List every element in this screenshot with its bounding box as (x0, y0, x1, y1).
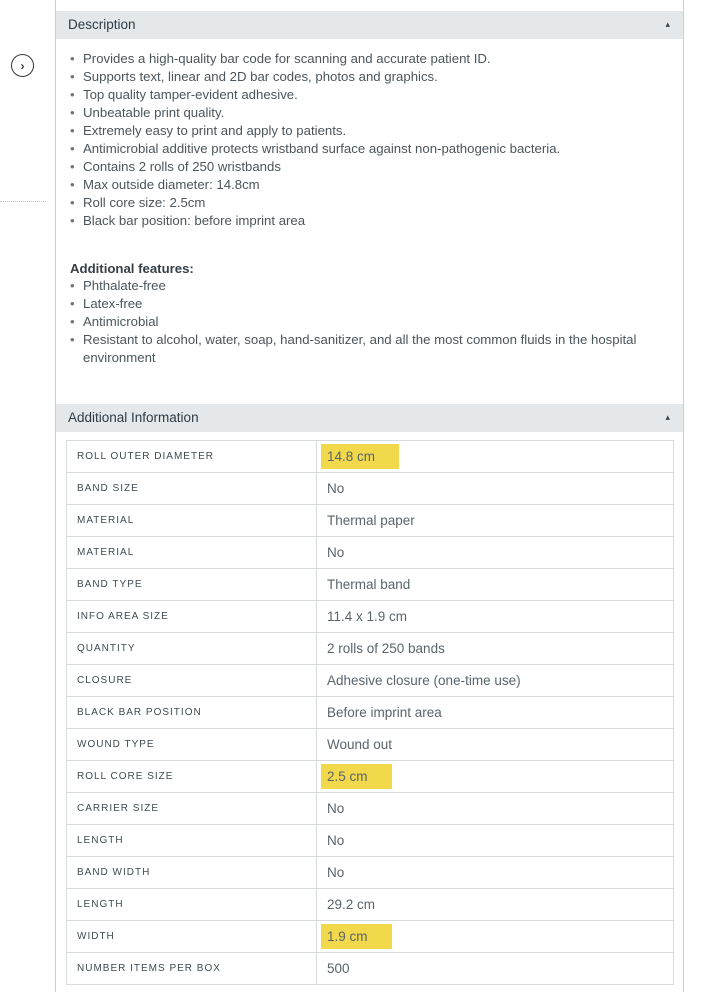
additional-information-section-header[interactable] (56, 404, 683, 432)
attribute-value: Thermal band (317, 569, 674, 601)
attribute-value (317, 761, 674, 793)
bullet-item: • Antimicrobial additive protects wristband surface against non-pathogenic bacteria. (68, 140, 669, 158)
attribute-label: WOUND TYPE (67, 729, 317, 761)
attribute-row (67, 473, 674, 505)
attribute-label: BAND WIDTH (67, 857, 317, 889)
attribute-value: No (317, 473, 674, 505)
additional-features-heading: Additional features: (70, 261, 194, 276)
bullet-item: • Black bar position: before imprint area (68, 212, 669, 230)
attribute-label: LENGTH (67, 889, 317, 921)
attribute-row (67, 633, 674, 665)
dotted-divider (0, 201, 46, 202)
description-bullet-list (68, 50, 669, 230)
bullet-item: • Resistant to alcohol, water, soap, hand-sanitizer, and all the most common fluids in the hospital environment (68, 331, 669, 367)
attribute-row (67, 729, 674, 761)
attribute-label: WIDTH (67, 921, 317, 953)
attribute-label: ROLL OUTER DIAMETER (67, 441, 317, 473)
attribute-value (317, 921, 674, 953)
attribute-label: BLACK BAR POSITION (67, 697, 317, 729)
attribute-value: No (317, 793, 674, 825)
attribute-label: CLOSURE (67, 665, 317, 697)
attribute-value: 11.4 x 1.9 cm (317, 601, 674, 633)
attribute-row (67, 665, 674, 697)
additional-information-section-title: Additional Information (68, 410, 199, 425)
bullet-item: • Extremely easy to print and apply to patients. (68, 122, 669, 140)
highlighted-value: 14.8 cm (321, 444, 399, 469)
attribute-row (67, 441, 674, 473)
bullet-item: • Latex-free (68, 295, 669, 313)
bullet-item: • Provides a high-quality bar code for scanning and accurate patient ID. (68, 50, 669, 68)
attribute-row (67, 921, 674, 953)
bullet-item: • Unbeatable print quality. (68, 104, 669, 122)
attribute-label: LENGTH (67, 825, 317, 857)
attribute-value: Before imprint area (317, 697, 674, 729)
attribute-label: CARRIER SIZE (67, 793, 317, 825)
chevron-right-icon: › (20, 58, 25, 73)
collapse-up-icon: ▴ (665, 412, 670, 422)
additional-information-table-body (67, 441, 674, 985)
attribute-value: No (317, 857, 674, 889)
attribute-label: ROLL CORE SIZE (67, 761, 317, 793)
highlighted-value: 1.9 cm (321, 924, 392, 949)
additional-information-table (66, 440, 674, 985)
bullet-item: • Antimicrobial (68, 313, 669, 331)
bullet-item: • Phthalate-free (68, 277, 669, 295)
highlighted-value: 2.5 cm (321, 764, 392, 789)
attribute-label: BAND TYPE (67, 569, 317, 601)
attribute-row (67, 857, 674, 889)
expand-panel-button[interactable] (11, 54, 34, 77)
attribute-label: QUANTITY (67, 633, 317, 665)
description-section-body (56, 39, 683, 393)
attribute-label: INFO AREA SIZE (67, 601, 317, 633)
bullet-item: • Top quality tamper-evident adhesive. (68, 86, 669, 104)
attribute-row (67, 793, 674, 825)
attribute-value: Adhesive closure (one-time use) (317, 665, 674, 697)
attribute-label: NUMBER ITEMS PER BOX (67, 953, 317, 985)
attribute-value: 2 rolls of 250 bands (317, 633, 674, 665)
attribute-row (67, 953, 674, 985)
description-section-header[interactable] (56, 11, 683, 39)
attribute-value: 500 (317, 953, 674, 985)
product-details-panel (55, 0, 684, 992)
attribute-value (317, 441, 674, 473)
additional-features-bullet-list (68, 277, 669, 367)
attribute-row (67, 889, 674, 921)
attribute-value: Wound out (317, 729, 674, 761)
attribute-row (67, 537, 674, 569)
collapse-up-icon: ▴ (665, 19, 670, 29)
bullet-item: • Contains 2 rolls of 250 wristbands (68, 158, 669, 176)
bullet-item: • Supports text, linear and 2D bar codes, photos and graphics. (68, 68, 669, 86)
attribute-label: MATERIAL (67, 537, 317, 569)
attribute-row (67, 601, 674, 633)
attribute-value: 29.2 cm (317, 889, 674, 921)
attribute-row (67, 761, 674, 793)
attribute-row (67, 697, 674, 729)
attribute-value: No (317, 825, 674, 857)
attribute-row (67, 505, 674, 537)
attribute-value: Thermal paper (317, 505, 674, 537)
bullet-item: • Roll core size: 2.5cm (68, 194, 669, 212)
attribute-label: BAND SIZE (67, 473, 317, 505)
attribute-row (67, 825, 674, 857)
attribute-row (67, 569, 674, 601)
description-section-title: Description (68, 17, 136, 32)
attribute-value: No (317, 537, 674, 569)
attribute-label: MATERIAL (67, 505, 317, 537)
bullet-item: • Max outside diameter: 14.8cm (68, 176, 669, 194)
